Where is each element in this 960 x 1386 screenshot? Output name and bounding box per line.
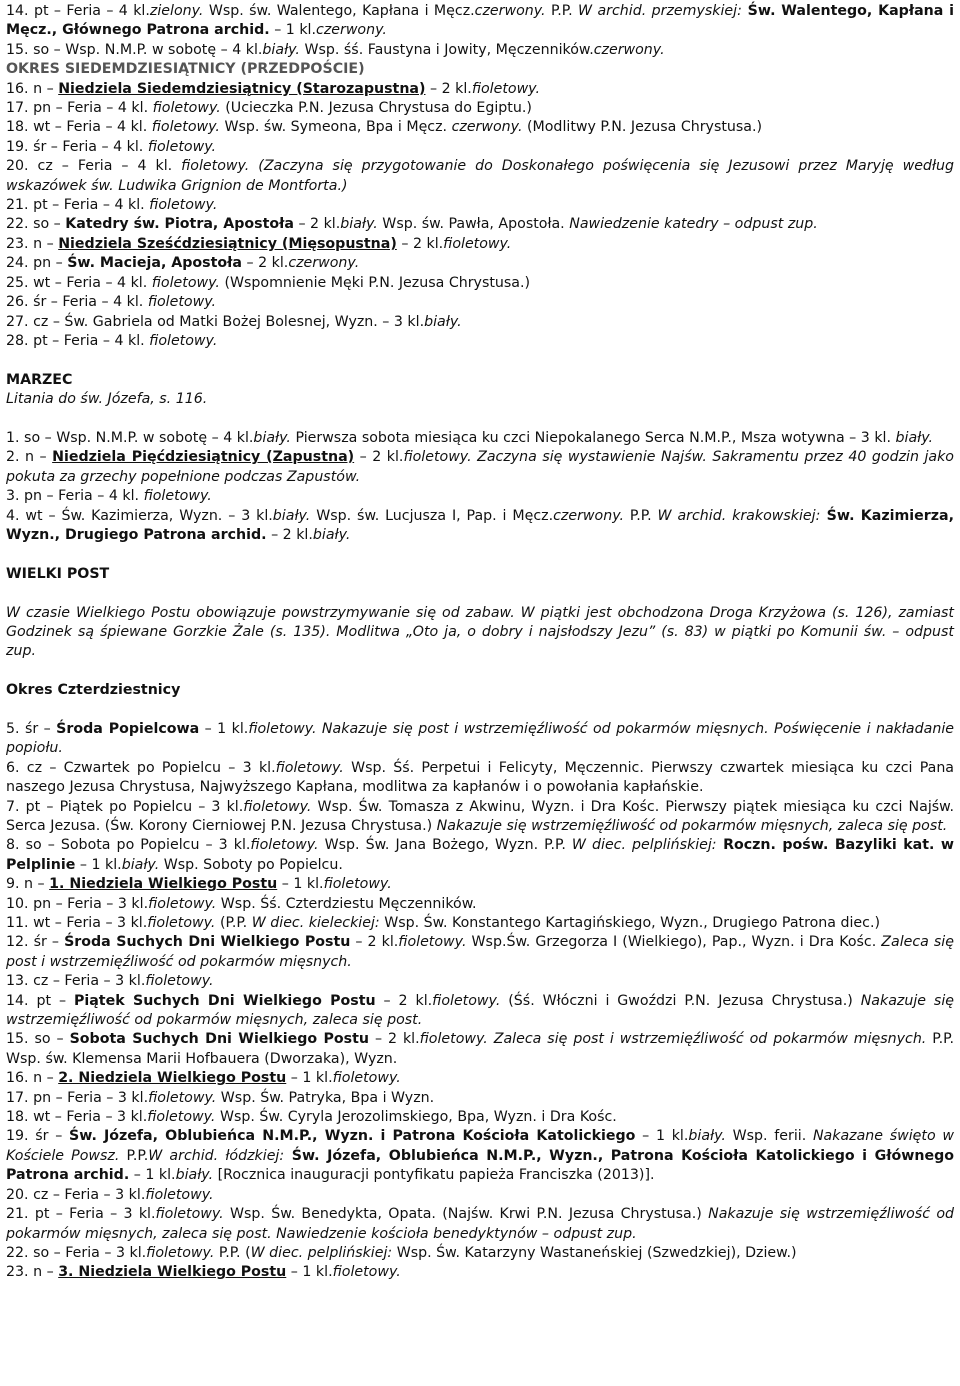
entry-text: Pierwsza sobota miesiąca ku czci Niepokalanego Serca N.M.P., Msza wotywna – 3 kl. [290,429,896,446]
entry-text: 24. pn – [6,255,68,272]
entry-text: [Rocznica inauguracji pontyfikatu papieża Franciszka (2013)]. [213,1167,655,1184]
entry-text: fioletowy. [151,119,220,136]
entry-text: czerwony. [553,507,625,524]
entry-text: – 2 kl. [241,255,289,272]
entry-text: W diec. pelplińskiej: [250,1244,393,1261]
entry-text: – 1 kl. [129,1167,176,1184]
calendar-entry [6,1186,954,1205]
calendar-entry [6,895,954,914]
entry-text: Wsp. św. Lucjusza I, Pap. i Męcz. [310,507,554,524]
entry-text: – 2 kl. [425,80,472,97]
entry-text: – 1 kl. [269,22,317,39]
entry-text: – 1 kl. [286,1264,333,1281]
entry-text: Św. Kazimierza, Wyzn., Drugiego Patrona archid. [6,507,954,543]
entry-text: czerwony. [451,119,523,136]
entry-text: Wsp. Śś. Perpetui i Felicyty, Męczennic. Pierwszy czwartek miesiąca ku czci Pana naszego Jezusa Chrystusa, Najwyższego Kapłana, modlitwa za kapłanów i o powołania kapłańskie. [6,759,954,796]
calendar-entry [6,99,954,118]
calendar-entry [6,2,954,41]
entry-text: 4. wt – Św. Kazimierza, Wyzn. – 3 kl. [6,507,273,524]
entry-text: fioletowy. [149,332,218,349]
entry-text: 5. śr – [6,720,57,737]
entry-text: Zaleca się post i wstrzemięźliwość od pokarmów mięsnych. [487,1031,927,1048]
entry-text: fioletowy. [332,1264,401,1281]
entry-text: Środa Popielcowa [56,720,200,737]
entry-text: W czasie Wielkiego Postu obowiązuje powstrzymywanie się od zabaw. W piątki jest obchodzona Droga Krzyżowa (s. 126), zamiast Godzinek są śpiewane Gorzkie Żale (s. 135). Modlitwa „Oto ja, o dobry i najsłodszy Jezu” (s. 83) w piątki po Komunii św. – odpust zup. [6,604,954,660]
entry-text: Nakazuje się wstrzemięźliwość od pokarmów mięsnych, zaleca się post. [436,817,948,834]
entry-text: fioletowy. [147,1109,216,1126]
calendar-entry [6,41,954,60]
entry-text: Wsp. ferii. [725,1128,813,1145]
entry-text: fioletowy. [323,876,392,893]
entry-text: Nawiedzenie katedry – odpust zup. [569,216,818,233]
entry-text: Wsp. św. Walentego, Kapłana i Męcz. [203,3,475,19]
entry-text: Środa Suchych Dni Wielkiego Postu [64,934,351,951]
entry-text: W archid. krakowskiej: [657,507,821,524]
entry-text: fioletowy. [148,1089,217,1106]
entry-text: 14. pt – Feria – 4 kl. [6,3,150,19]
section-heading [6,681,954,700]
entry-text: W archid. przemyskiej: [578,3,742,19]
entry-text: MARZEC [6,371,73,388]
entry-text: – 1 kl. [286,1070,333,1087]
calendar-entry [6,1263,954,1282]
entry-text: fioletowy. [243,798,312,815]
entry-text: 22. so – [6,216,66,233]
entry-text: (Wspomnienie Męki P.N. Jezusa Chrystusa.) [219,274,531,291]
blank-line [6,662,954,681]
entry-text: W diec. kieleckiej: [251,915,380,931]
entry-text: Wsp. Soboty po Popielcu. [159,856,343,873]
calendar-entry [6,836,954,875]
entry-text: fioletowy. [443,235,512,252]
entry-text: Wsp. Św. Patryka, Bpa i Wyzn. [216,1089,435,1106]
entry-text: Okres Czterdziestnicy [6,682,181,699]
entry-text: biały. [175,1167,214,1184]
calendar-entry [6,390,954,409]
entry-text: 13. cz – Feria – 3 kl. [6,973,146,990]
entry-text: (Modlitwy P.N. Jezusa Chrystusa.) [522,119,763,136]
entry-text: fioletowy. [149,197,218,214]
entry-text: 17. pn – Feria – 4 kl. [6,100,153,117]
entry-text: fioletowy. [248,720,317,737]
entry-text: – 2 kl. [350,934,399,951]
entry-text: czerwony. [593,41,665,58]
entry-text: biały. [895,429,934,446]
calendar-entry [6,1089,954,1108]
calendar-entry [6,332,954,351]
entry-text: 23. n – [6,235,59,252]
entry-text: 16. n – [6,1070,59,1087]
entry-text: biały. [262,41,300,58]
calendar-entry [6,604,954,662]
entry-text: Wsp. Śś. Czterdziestu Męczenników. [216,895,477,912]
entry-text: P.P. ( [214,1244,251,1261]
entry-text: 28. pt – Feria – 4 kl. [6,332,150,349]
entry-text: biały. [688,1128,726,1145]
entry-text: Litania do św. Józefa, s. 116. [6,391,208,408]
calendar-entry [6,274,954,293]
entry-text: fioletowy. [398,934,467,951]
entry-text: biały. [272,507,311,524]
entry-text: 26. śr – Feria – 4 kl. [6,294,148,311]
entry-text: Nakazuje się post i wstrzemięźliwość od pokarmów mięsnych. Poświęcenie i nakładanie popiołu. [6,720,954,757]
blank-line [6,584,954,603]
calendar-entry [6,1108,954,1127]
calendar-entry [6,235,954,254]
entry-text: Nakazane święto w Kościele Powsz. [6,1128,954,1164]
entry-text: 9. n – [6,876,50,893]
calendar-entry [6,798,954,837]
calendar-entry [6,1030,954,1069]
entry-text: 15. so – Wsp. N.M.P. w sobotę – 4 kl. [6,41,263,58]
entry-text: – 1 kl. [635,1128,689,1145]
entry-text: P.P. [624,507,658,524]
calendar-entry [6,215,954,234]
calendar-entry [6,118,954,137]
calendar-entry [6,720,954,759]
entry-text: 2. Niedziela Wielkiego Postu [58,1070,287,1087]
entry-text: – 2 kl. [375,992,433,1009]
entry-text: Wsp. św. Pawła, Apostoła. [377,216,570,233]
entry-text: fioletowy. [152,100,221,117]
section-heading [6,60,954,79]
entry-text: 6. cz – Czwartek po Popielcu – 3 kl. [6,759,276,776]
entry-text: 14. pt – [6,992,74,1009]
entry-text: fioletowy. [181,158,250,175]
calendar-entry [6,196,954,215]
entry-text: 18. wt – Feria – 3 kl. [6,1109,148,1126]
entry-text: czerwony. [474,3,546,19]
entry-text: 19. śr – Feria – 4 kl. [6,138,148,155]
entry-text: 18. wt – Feria – 4 kl. [6,119,152,136]
entry-text: Wsp. śś. Faustyna i Jowity, Męczenników. [299,41,594,58]
calendar-entry [6,914,954,933]
entry-text: Wsp. św. Symeona, Bpa i Męcz. [219,119,452,136]
entry-text: fioletowy. [145,1186,214,1203]
blank-line [6,351,954,370]
blank-line [6,701,954,720]
entry-text: 25. wt – Feria – 4 kl. [6,274,152,291]
entry-text: (P.P. [215,915,252,931]
entry-text: fioletowy. [332,1070,401,1087]
entry-text: fioletowy. [250,837,319,854]
entry-text: 15. so – [6,1031,70,1048]
entry-text: – 2 kl. [368,1031,420,1048]
entry-text: biały. [312,526,351,543]
entry-text: fioletowy. [432,992,501,1009]
calendar-entry [6,972,954,991]
calendar-entry [6,1069,954,1088]
entry-text: – 2 kl. [293,216,341,233]
calendar-entry [6,254,954,273]
entry-text: fioletowy. [146,1244,215,1261]
section-heading [6,565,954,584]
entry-text: P.P. Wsp. św. Klemensa Marii Hofbauera (Dworzaka), Wyzn. [6,1031,954,1067]
entry-text: 23. n – [6,1264,59,1281]
entry-text: fioletowy. [147,138,216,155]
entry-text: (Ucieczka P.N. Jezusa Chrystusa do Egiptu.) [220,100,532,117]
entry-text: Niedziela Pięćdziesiątnicy (Zapustna) [52,449,355,466]
entry-text: 22. so – Feria – 3 kl. [6,1244,147,1261]
entry-text: biały. [340,216,378,233]
entry-text: biały. [121,856,160,873]
entry-text: 11. wt – Feria – 3 kl. [6,915,148,931]
section-heading [6,371,954,390]
entry-text: Nakazuje się wstrzemięźliwość od pokarmów mięsnych, zaleca się post. [6,992,954,1029]
entry-text: fioletowy. [147,294,216,311]
entry-text: Św. Macieja, Apostoła [67,255,242,272]
entry-text: biały. [424,313,462,330]
calendar-entry [6,1127,954,1185]
entry-text: Katedry św. Piotra, Apostoła [65,216,294,233]
calendar-entry [6,313,954,332]
entry-text: – 2 kl. [354,449,404,466]
entry-text: Św. Józefa, Oblubieńca N.M.P., Wyzn. i Patrona Kościoła Katolickiego [69,1128,636,1145]
entry-text: (Śś. Włóczni i Gwoździ P.N. Jezusa Chrystusa.) [500,992,861,1009]
calendar-entry [6,429,954,448]
entry-text: biały. [253,429,291,446]
entry-text: WIELKI POST [6,565,110,582]
entry-text: Wsp. Św. Konstantego Kartagińskiego, Wyzn., Drugiego Patrona diec.) [379,915,880,931]
calendar-entry [6,487,954,506]
entry-text: – 2 kl. [396,235,444,252]
entry-text: 3. Niedziela Wielkiego Postu [58,1264,287,1281]
entry-text: Niedziela Sześćdziesiątnicy (Mięsopustna) [58,235,397,252]
entry-text: zielony. [149,3,204,19]
calendar-entry [6,448,954,487]
entry-text: 20. cz – Feria – 3 kl. [6,1186,146,1203]
entry-text: Piątek Suchych Dni Wielkiego Postu [73,992,376,1009]
calendar-entry [6,80,954,99]
entry-text: Wsp. Św. Cyryla Jerozolimskiego, Bpa, Wyzn. i Dra Kośc. [215,1109,617,1126]
entry-text: – 1 kl. [75,856,122,873]
calendar-entry [6,992,954,1031]
entry-text: Sobota Suchych Dni Wielkiego Postu [69,1031,369,1048]
entry-text: 20. cz – Feria – 4 kl. [6,158,182,175]
calendar-entry [6,933,954,972]
entry-text: Wsp.Św. Grzegorza I (Wielkiego), Pap., Wyzn. i Dra Kośc. [466,934,882,951]
calendar-entry [6,138,954,157]
entry-text: 2. n – [6,449,53,466]
entry-text: czerwony. [316,22,387,39]
entry-text: 3. pn – Feria – 4 kl. [6,488,144,505]
entry-text: Niedziela Siedemdziesiątnicy (Starozapustna) [58,80,426,97]
entry-text: W archid. łódzkiej: [148,1147,285,1164]
entry-text: 19. śr – [6,1128,70,1145]
entry-text: (Zaczyna się przygotowanie do Doskonałego poświęcenia się Jezusowi przez Maryję według wskazówek św. Ludwika Grignion de Montforta.) [6,158,955,194]
entry-text: fioletowy. [151,274,220,291]
entry-text: Wsp. Św. Tomasza z Akwinu, Wyzn. i Dra Kośc. Pierwszy piątek miesiąca ku czci Najśw. Serca Jezusa. (Św. Korony Cierniowej P.N. Jezusa Chrystusa.) [6,798,954,834]
entry-text: 1. so – Wsp. N.M.P. w sobotę – 4 kl. [6,429,254,446]
entry-text: 7. pt – Piątek po Popielcu – 3 kl. [6,798,244,815]
entry-text: 27. cz – Św. Gabriela od Matki Bożej Bolesnej, Wyzn. – 3 kl. [6,313,425,330]
calendar-entry [6,293,954,312]
entry-text: P.P. [545,3,579,19]
entry-text: 10. pn – Feria – 3 kl. [6,895,149,912]
entry-text: fioletowy. [148,895,217,912]
entry-text: fioletowy. [471,80,540,97]
entry-text: Nakazuje się wstrzemięźliwość od pokarmów mięsnych, zaleca się post. Nawiedzenie kościoła benedyktynów – odpust zup. [6,1206,955,1242]
entry-text: Wsp. Św. Jana Bożego, Wyzn. P.P. [318,837,572,854]
entry-text: Św. Walentego, Kapłana i Męcz., Głównego Patrona archid. [6,3,955,39]
entry-text: fioletowy. [147,915,216,931]
entry-text: W diec. pelplińskiej: [571,837,717,854]
entry-text: – 1 kl. [199,720,249,737]
calendar-entry [6,875,954,894]
entry-text: Św. Józefa, Oblubieńca N.M.P., Wyzn., Patrona Kościoła Katolickiego i Głównego Patrona archid. [6,1147,955,1184]
entry-text: czerwony. [288,255,360,272]
entry-text: 1. Niedziela Wielkiego Postu [49,876,278,893]
blank-line [6,410,954,429]
entry-text: – 1 kl. [277,876,324,893]
entry-text: fioletowy. [143,488,212,505]
entry-text: OKRES SIEDEMDZIESIĄTNICY (PRZEDPOŚCIE) [6,61,365,78]
entry-text: 8. so – Sobota po Popielcu – 3 kl. [6,837,251,854]
entry-text: Zaczyna się wystawienie Najśw. Sakramentu przez 40 godzin jako pokuta za grzechy popełnione podczas Zapustów. [6,449,954,485]
entry-text: fioletowy. [403,449,472,466]
entry-text: fioletowy. [275,759,344,776]
entry-text: P.P. [119,1147,149,1164]
calendar-entry [6,1205,954,1244]
calendar-entry [6,759,954,798]
entry-text: Zaleca się post i wstrzemięźliwość od pokarmów mięsnych. [6,934,954,970]
blank-line [6,545,954,564]
entry-text: fioletowy. [419,1031,488,1048]
entry-text: 21. pt – Feria – 4 kl. [6,197,150,214]
entry-text: Wsp. Św. Benedykta, Opata. (Najśw. Krwi P.N. Jezusa Chrystusa.) [223,1206,709,1223]
calendar-entry [6,1244,954,1263]
entry-text: 16. n – [6,80,59,97]
entry-text: 21. pt – Feria – 3 kl. [6,1206,156,1223]
calendar-entry [6,507,954,546]
entry-text: – 2 kl. [266,526,313,543]
entry-text: Wsp. Św. Katarzyny Wastaneńskiej (Szwedzkiej), Dziew.) [392,1244,797,1261]
entry-text: fioletowy. [145,973,214,990]
entry-text: fioletowy. [155,1206,224,1223]
entry-text: Roczn. pośw. Bazyliki kat. w Pelplinie [6,837,954,873]
calendar-entry [6,157,954,196]
entry-text: 12. śr – [6,934,65,951]
entry-text: 17. pn – Feria – 3 kl. [6,1089,149,1106]
